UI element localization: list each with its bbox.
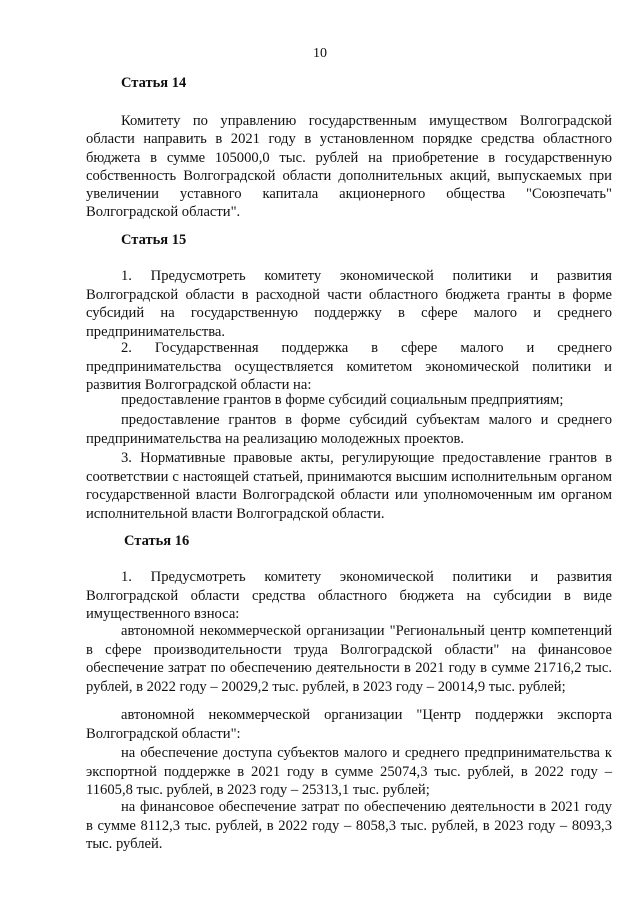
- article-16-paragraph-1: 1. Предусмотреть комитету экономической политики и развития Волгоградской области средства областного бюджета на субсидии в виде имущественного взноса:: [86, 569, 612, 623]
- article-16-item-export-center: автономной некоммерческой организации "Центр поддержки экспорта Волгоградской области":: [86, 707, 612, 742]
- article-15-paragraph-1: 1. Предусмотреть комитету экономической политики и развития Волгоградской области в расходной части областного бюджета гранты в форме субсидий на государственную поддержку в сфере малого и среднего предпринимательства.: [86, 268, 612, 340]
- article-16-item-competence-center: автономной некоммерческой организации "Региональный центр компетенций в сфере производительности труда Волгоградской области" на финансовое обеспечение затрат по обеспечению деятельности в 2021 году в сумме 21716,2 тыс. рублей, в 2022 году – 20029,2 тыс. рублей, в 2023 году – 20014,9 тыс. рублей;: [86, 623, 612, 695]
- article-16-item-activity-costs: на финансовое обеспечение затрат по обеспечению деятельности в 2021 году в сумме 8112,3 тыс. рублей, в 2022 году – 8058,3 тыс. рублей, в 2023 году – 8093,3 тыс. рублей.: [86, 799, 612, 853]
- article-16-heading: Статья 16: [124, 533, 190, 549]
- article-15-heading: Статья 15: [121, 232, 187, 248]
- article-15-item-youth: предоставление грантов в форме субсидий субъектам малого и среднего предпринимательства на реализацию молодежных проектов.: [86, 412, 612, 447]
- article-14-heading: Статья 14: [121, 75, 187, 91]
- page-number: 10: [313, 46, 327, 61]
- article-15-item-social: предоставление грантов в форме субсидий социальным предприятиям;: [121, 392, 564, 408]
- article-14-paragraph: Комитету по управлению государственным имуществом Волгоградской области направить в 2021 году в установленном порядке средства областного бюджета в сумме 105000,0 тыс. рублей на приобретение в государственную собственность Волгоградской области дополнительных акций, выпускаемых при увеличении уставного капитала акционерного общества "Союзпечать" Волгоградской области".: [86, 113, 612, 221]
- article-15-paragraph-2: 2. Государственная поддержка в сфере малого и среднего предпринимательства осуществляется комитетом экономической политики и развития Волгоградской области на:: [86, 340, 612, 394]
- article-15-paragraph-3: 3. Нормативные правовые акты, регулирующие предоставление грантов в соответствии с настоящей статьей, принимаются высшим исполнительным органом государственной власти Волгоградской области или уполномоченным им органом исполнительной власти Волгоградской области.: [86, 450, 612, 522]
- article-16-item-export-support: на обеспечение доступа субъектов малого и среднего предпринимательства к экспортной поддержке в 2021 году в сумме 25074,3 тыс. рублей, в 2022 году – 11605,8 тыс. рублей, в 2023 году – 25313,1 тыс. рублей;: [86, 745, 612, 799]
